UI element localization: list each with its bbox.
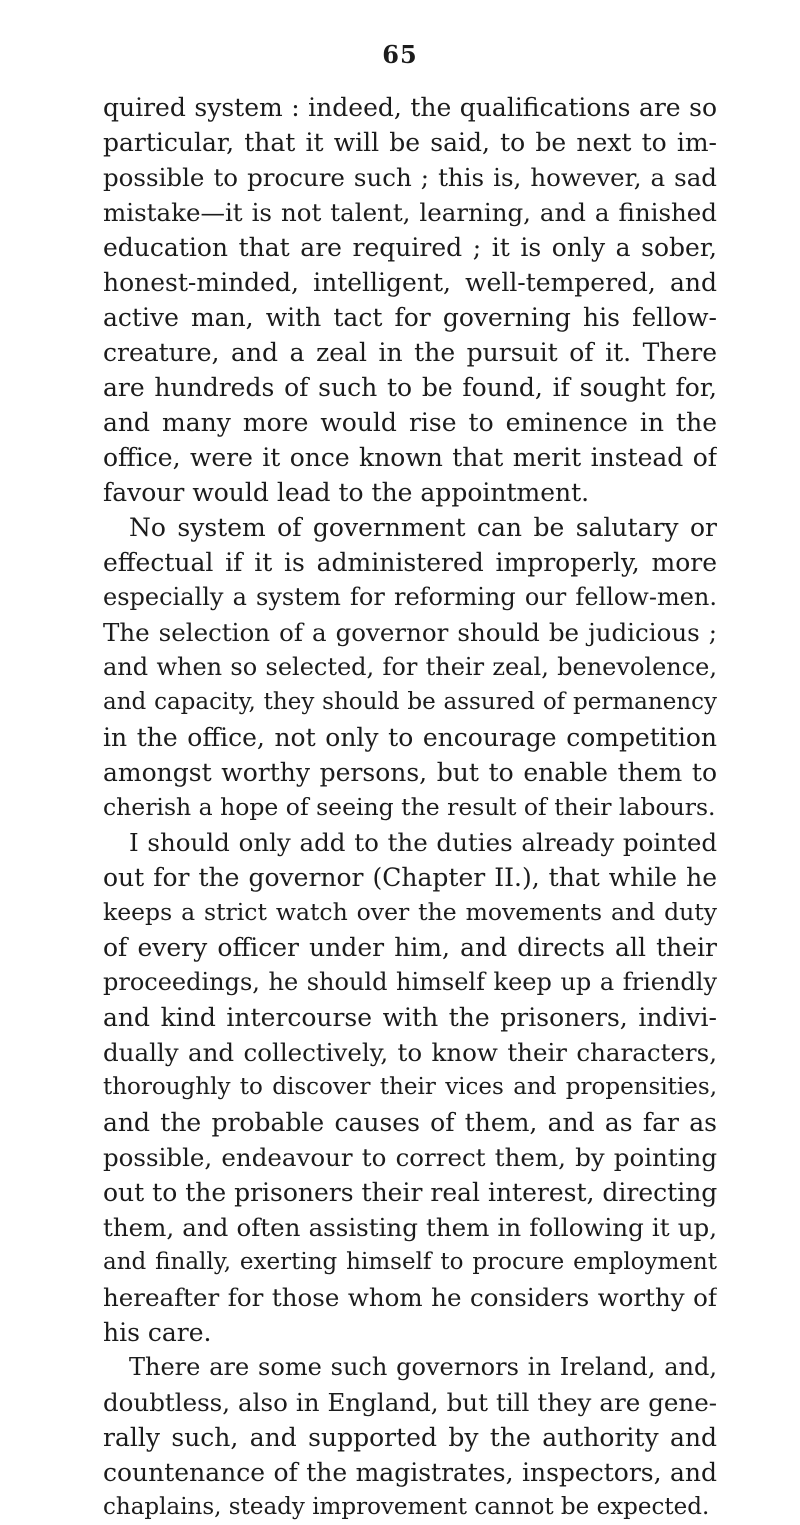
text-line: effectual if it is administered improperly, more	[103, 548, 717, 577]
text-line: and kind intercourse with the prisoners, indivi-	[103, 1003, 717, 1032]
text-line: I should only add to the duties already pointed	[129, 828, 717, 857]
text-line: There are some such governors in Ireland, and,	[129, 1353, 717, 1381]
text-line: creature, and a zeal in the pursuit of it. There	[103, 338, 717, 367]
text-line: cherish a hope of seeing the result of their labours.	[103, 793, 716, 821]
text-line: No system of government can be salutary or	[129, 513, 717, 542]
text-line: favour would lead to the appointment.	[103, 478, 590, 507]
text-line: particular, that it will be said, to be next to im-	[103, 128, 717, 157]
text-line: amongst worthy persons, but to enable them to	[103, 758, 717, 787]
text-line: hereafter for those whom he considers worthy of	[103, 1283, 717, 1312]
body-text	[103, 90, 717, 1525]
text-line: and finally, exerting himself to procure employment	[103, 1249, 717, 1275]
text-line: especially a system for reforming our fellow-men.	[103, 583, 717, 611]
text-line: and when so selected, for their zeal, benevolence,	[103, 653, 717, 681]
text-line: education that are required ; it is only a sober,	[103, 233, 717, 262]
text-line: proceedings, he should himself keep up a friendly	[103, 968, 717, 996]
text-line: them, and often assisting them in following it up,	[103, 1213, 717, 1242]
text-line: mistake—it is not talent, learning, and a finished	[103, 198, 717, 227]
text-line: are hundreds of such to be found, if sought for,	[103, 373, 717, 402]
page-number: 65	[382, 40, 418, 69]
text-line: out for the governor (Chapter II.), that while he	[103, 863, 717, 892]
text-line: rally such, and supported by the authority and	[103, 1423, 717, 1452]
text-line: chaplains, steady improvement cannot be expected.	[103, 1494, 710, 1520]
text-line: in the office, not only to encourage competition	[103, 723, 717, 752]
text-line: doubtless, also in England, but till they are gene-	[103, 1388, 717, 1417]
text-line: active man, with tact for governing his fellow-	[103, 303, 717, 332]
text-line: his care.	[103, 1318, 212, 1347]
text-line: possible, endeavour to correct them, by pointing	[103, 1143, 717, 1172]
text-line: keeps a strict watch over the movements and duty	[103, 898, 717, 926]
text-line: thoroughly to discover their vices and propensities,	[103, 1074, 717, 1100]
text-line: honest-minded, intelligent, well-tempered, and	[103, 268, 717, 297]
text-line: quired system : indeed, the qualifications are so	[103, 93, 717, 122]
text-line: and many more would rise to eminence in the	[103, 408, 717, 437]
text-line: of every officer under him, and directs all their	[103, 933, 717, 962]
text-line: and capacity, they should be assured of permanency	[103, 689, 717, 715]
text-line: and the probable causes of them, and as far as	[103, 1108, 717, 1137]
text-line: The selection of a governor should be judicious ;	[103, 618, 717, 647]
text-line: out to the prisoners their real interest, directing	[103, 1178, 717, 1207]
text-line: office, were it once known that merit instead of	[103, 443, 717, 472]
text-line: possible to procure such ; this is, however, a sad	[103, 163, 717, 192]
text-line: countenance of the magistrates, inspectors, and	[103, 1458, 717, 1487]
text-line: dually and collectively, to know their characters,	[103, 1038, 717, 1067]
